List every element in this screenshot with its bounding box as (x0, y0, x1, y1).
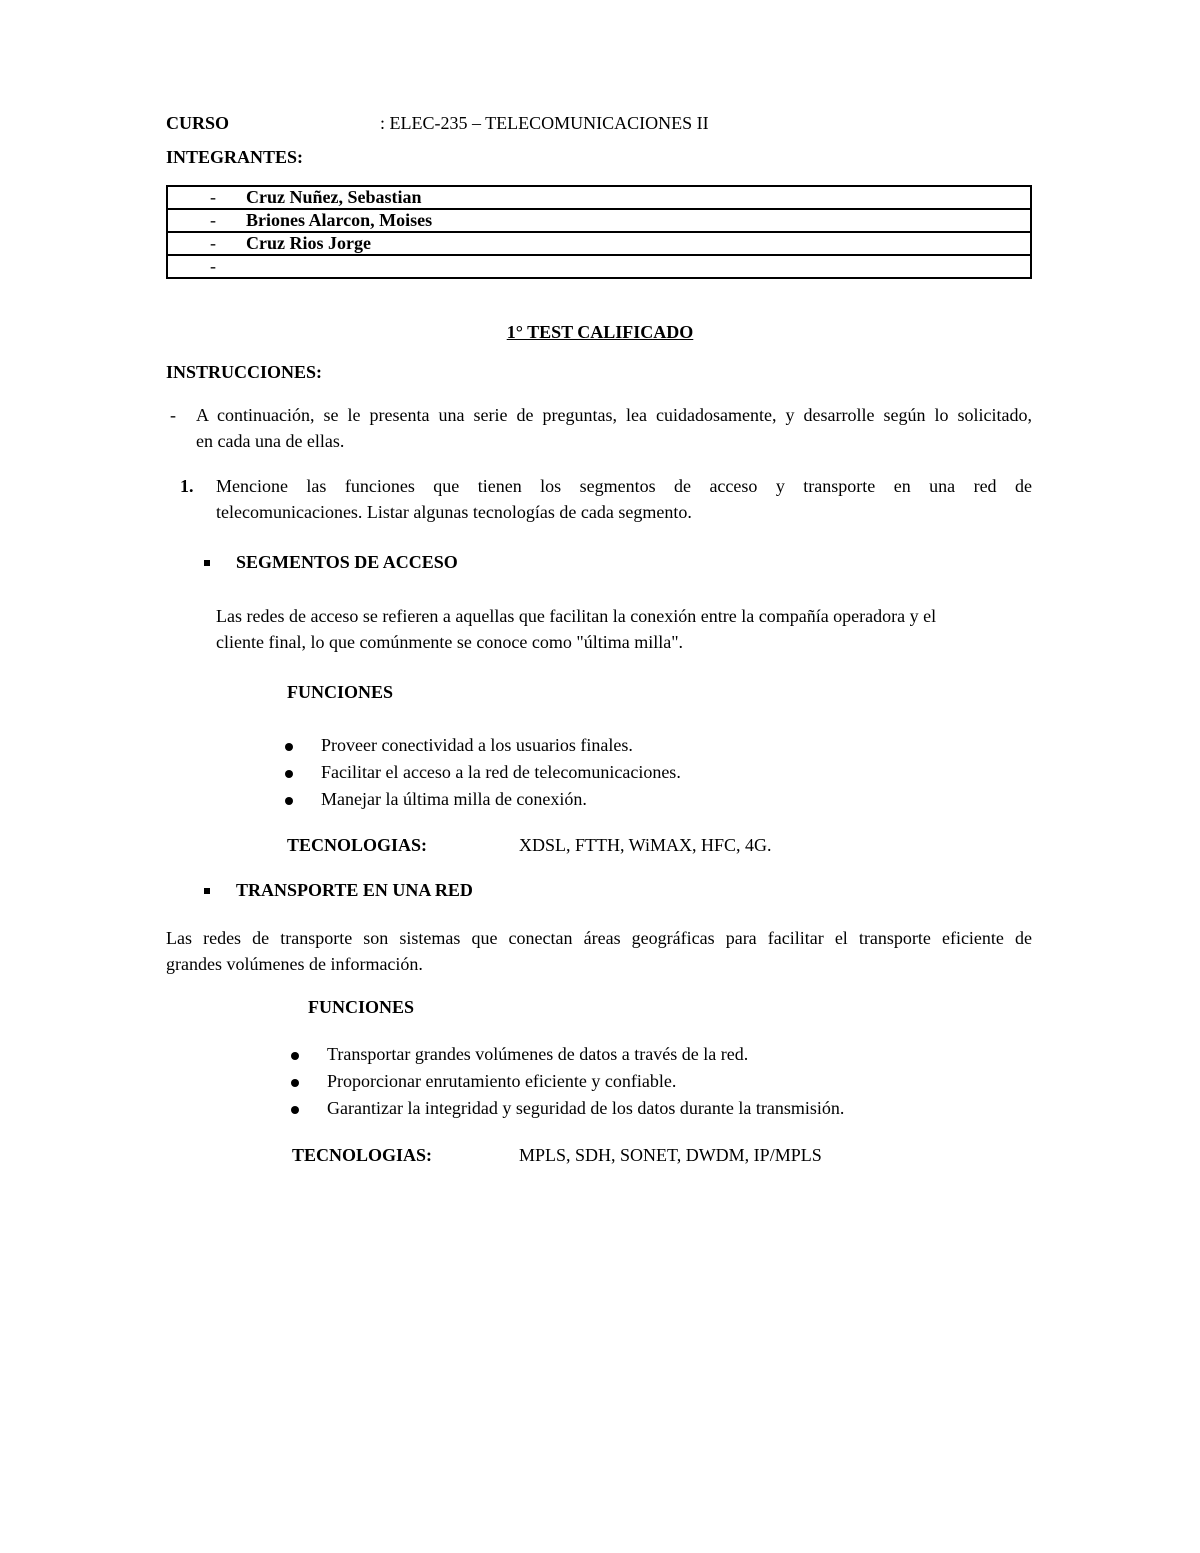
bullet-dot-icon (285, 797, 293, 805)
member-name: Cruz Nuñez, Sebastian (246, 187, 422, 207)
question-line-2: telecomunicaciones. Listar algunas tecnologías de cada segmento. (216, 502, 692, 522)
question-number: 1. (180, 476, 194, 496)
transport-heading: TRANSPORTE EN UNA RED (236, 880, 473, 900)
transport-function-item: Proporcionar enrutamiento eficiente y confiable. (327, 1071, 677, 1091)
member-dash: - (210, 256, 216, 276)
transport-function-item: Garantizar la integridad y seguridad de los datos durante la transmisión. (327, 1098, 845, 1118)
bullet-dot-icon (285, 770, 293, 778)
access-function-item: Manejar la última milla de conexión. (321, 789, 587, 809)
table-row (167, 255, 1031, 278)
curso-label: CURSO (166, 113, 230, 133)
test-title: 1° TEST CALIFICADO (506, 322, 694, 342)
curso-value: : ELEC-235 – TELECOMUNICACIONES II (380, 113, 709, 133)
transport-description (166, 925, 1032, 977)
transport-tech-value: MPLS, SDH, SONET, DWDM, IP/MPLS (519, 1145, 822, 1165)
square-bullet-icon (204, 888, 210, 894)
question-line-1: Mencione las funciones que tienen los segmentos de acceso y transporte en una red de (216, 476, 1032, 496)
member-dash: - (210, 210, 216, 230)
access-desc-line-1: Las redes de acceso se refieren a aquellas que facilitan la conexión entre la compañía operadora y el (216, 606, 937, 626)
integrantes-label: INTEGRANTES: (166, 147, 304, 167)
member-name: Briones Alarcon, Moises (246, 210, 433, 230)
member-dash: - (210, 187, 216, 207)
bullet-dot-icon (291, 1079, 299, 1087)
access-tech-value: XDSL, FTTH, WiMAX, HFC, 4G. (519, 835, 772, 855)
access-desc-line-2: cliente final, lo que comúnmente se conoce como "última milla". (216, 632, 684, 652)
table-row (167, 186, 1031, 209)
instructions-dash: - (170, 405, 176, 425)
members-table (166, 185, 1032, 279)
transport-desc-line-1: Las redes de transporte son sistemas que conectan áreas geográficas para facilitar el transporte eficiente de (166, 928, 1032, 948)
bullet-dot-icon (285, 743, 293, 751)
access-heading: SEGMENTOS DE ACCESO (236, 552, 458, 572)
transport-function-item: Transportar grandes volúmenes de datos a través de la red. (327, 1044, 749, 1064)
instructions-line-2: en cada una de ellas. (196, 431, 345, 451)
transport-functions-label: FUNCIONES (308, 997, 415, 1017)
access-description (216, 603, 1032, 655)
access-function-item: Facilitar el acceso a la red de telecomunicaciones. (321, 762, 681, 782)
transport-desc-line-2: grandes volúmenes de información. (166, 954, 423, 974)
member-name: Cruz Rios Jorge (246, 233, 371, 253)
instructions-label: INSTRUCCIONES: (166, 362, 323, 382)
instructions-line-1: A continuación, se le presenta una serie de preguntas, lea cuidadosamente, y desarrolle según lo solicitado, (196, 405, 1032, 425)
bullet-dot-icon (291, 1106, 299, 1114)
access-function-item: Proveer conectividad a los usuarios finales. (321, 735, 633, 755)
transport-tech-label: TECNOLOGIAS: (292, 1145, 433, 1165)
square-bullet-icon (204, 560, 210, 566)
bullet-dot-icon (291, 1052, 299, 1060)
access-tech-label: TECNOLOGIAS: (287, 835, 428, 855)
access-functions-label: FUNCIONES (287, 682, 394, 702)
instructions-text (196, 402, 1032, 454)
member-dash: - (210, 233, 216, 253)
question-text (216, 473, 1032, 525)
table-row (167, 232, 1031, 255)
table-row (167, 209, 1031, 232)
